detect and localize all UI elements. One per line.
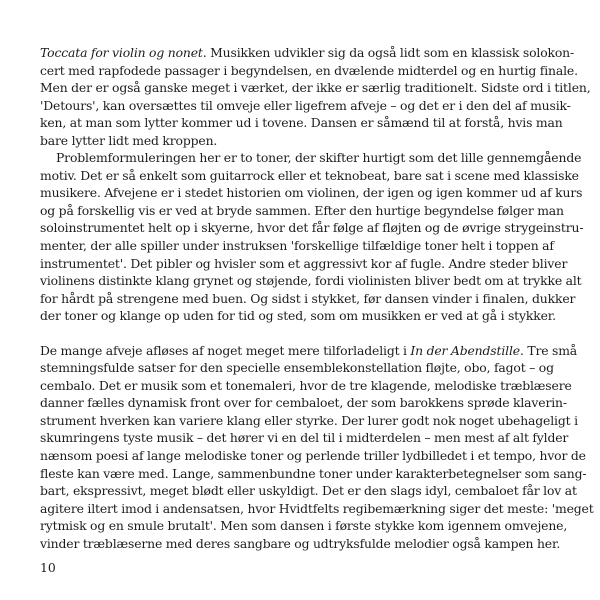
text-line: cert med rapfodede passager i begyndelsen, en dvælende midterdel og en hurtig finale. xyxy=(40,62,578,78)
text-line: danner fælles dynamisk front over for cembaloet, der som barokkens sprøde klaverin- xyxy=(40,395,567,411)
work-title-toccata: Toccata for violin og nonet xyxy=(40,45,203,60)
text-line: rytmisk og en smule brutalt'. Men som dansen i første stykke kom igennem omvejene, xyxy=(40,518,568,534)
text-line: musikere. Afvejene er i stedet historien om violinen, der igen og igen kommer ud af kurs xyxy=(40,185,583,201)
text-line: strument hverken kan variere klang eller styrke. Der lurer godt nok noget ubehageligt i xyxy=(40,412,578,428)
text-line: der toner og klange op uden for tid og sted, som om musikken er ved at gå i stykker. xyxy=(40,308,556,324)
text-line: Problemformuleringen her er to toner, der skifter hurtigt som det lille gennemgående xyxy=(56,150,582,166)
page-number: 10 xyxy=(40,560,56,575)
page-body xyxy=(40,44,594,552)
paragraph-toccata-intro xyxy=(40,44,591,149)
text-line: bart, ekspressivt, meget blødt eller uskyldigt. Det er den slags idyl, cembaloet får lov at xyxy=(40,483,577,499)
work-title-abendstille: In der Abendstille xyxy=(410,342,520,358)
text-line: bare lytter lidt med kroppen. xyxy=(40,132,218,148)
text-line: motiv. Det er så enkelt som guitarrock eller et teknobeat, bare sat i scene med klassiske xyxy=(40,167,579,183)
text-line: instrumentet'. Det pibler og hvisler som et aggressivt kor af fugle. Andre steder bliver xyxy=(40,255,568,271)
text-line: Toccata for violin og nonet. Musikken udvikler sig da også lidt som en klassisk solokon- xyxy=(40,45,575,60)
section-gap xyxy=(40,325,560,342)
text-line: violinens distinkte klang grynet og støjende, fordi violinisten bliver bedt om at trykke alt xyxy=(40,273,582,289)
text-line: ken, at man som lytter kommer ud i tovene. Dansen er såmænd til at forstå, hvis man xyxy=(40,115,563,131)
text-line: skumringens tyste musik – det hører vi en del til i midterdelen – men mest af alt fylder xyxy=(40,430,569,446)
text-line: fleste kan være med. Lange, sammenbundne toner under karakterbetegnelser som sang- xyxy=(40,465,587,481)
text-line: stemningsfulde satser for den specielle ensemblekonstellation fløjte, obo, fagot – og xyxy=(40,360,554,376)
text-line: vinder træblæserne med deres sangbare og udtryksfulde melodier også kampen her. xyxy=(40,535,561,551)
text-line: soloinstrumentet helt op i skyerne, hvor det får følge af fløjten og de øvrige strygeinstru- xyxy=(40,220,584,236)
text-line: 'Detours', kan oversættes til omveje eller ligefrem afveje – og det er i den del af musik- xyxy=(40,97,571,113)
text-line: cembalo. Det er musik som et tonemaleri, hvor de tre klagende, melodiske træblæsere xyxy=(40,377,572,393)
text-line: De mange afveje afløses af noget meget mere tilforladeligt i In der Abendstille. Tre små xyxy=(40,342,578,358)
text-line: agitere iltert imod i andensatsen, hvor Hvidtfelts regibemærkning siger det meste: 'meget xyxy=(40,500,594,516)
text-line: menter, der alle spiller under instruksen 'forskellige tilfældige toner helt i toppen af xyxy=(40,238,554,254)
text-line: for hårdt på strengene med buen. Og sidst i stykket, før dansen vinder i finalen, dukker xyxy=(40,290,576,306)
paragraph-problem-formulation xyxy=(40,149,584,324)
text-line: Men der er også ganske meget i værket, der ikke er særlig traditionelt. Sidste ord i titlen, xyxy=(40,80,591,96)
text-line: nænsom poesi af lange melodiske toner og perlende triller lydbilledet i et tempo, hvor de xyxy=(40,448,586,464)
paragraph-abendstille xyxy=(40,342,594,553)
text-line: og på forskellig vis er ved at bryde sammen. Efter den hurtige begyndelse følger man xyxy=(40,202,564,218)
